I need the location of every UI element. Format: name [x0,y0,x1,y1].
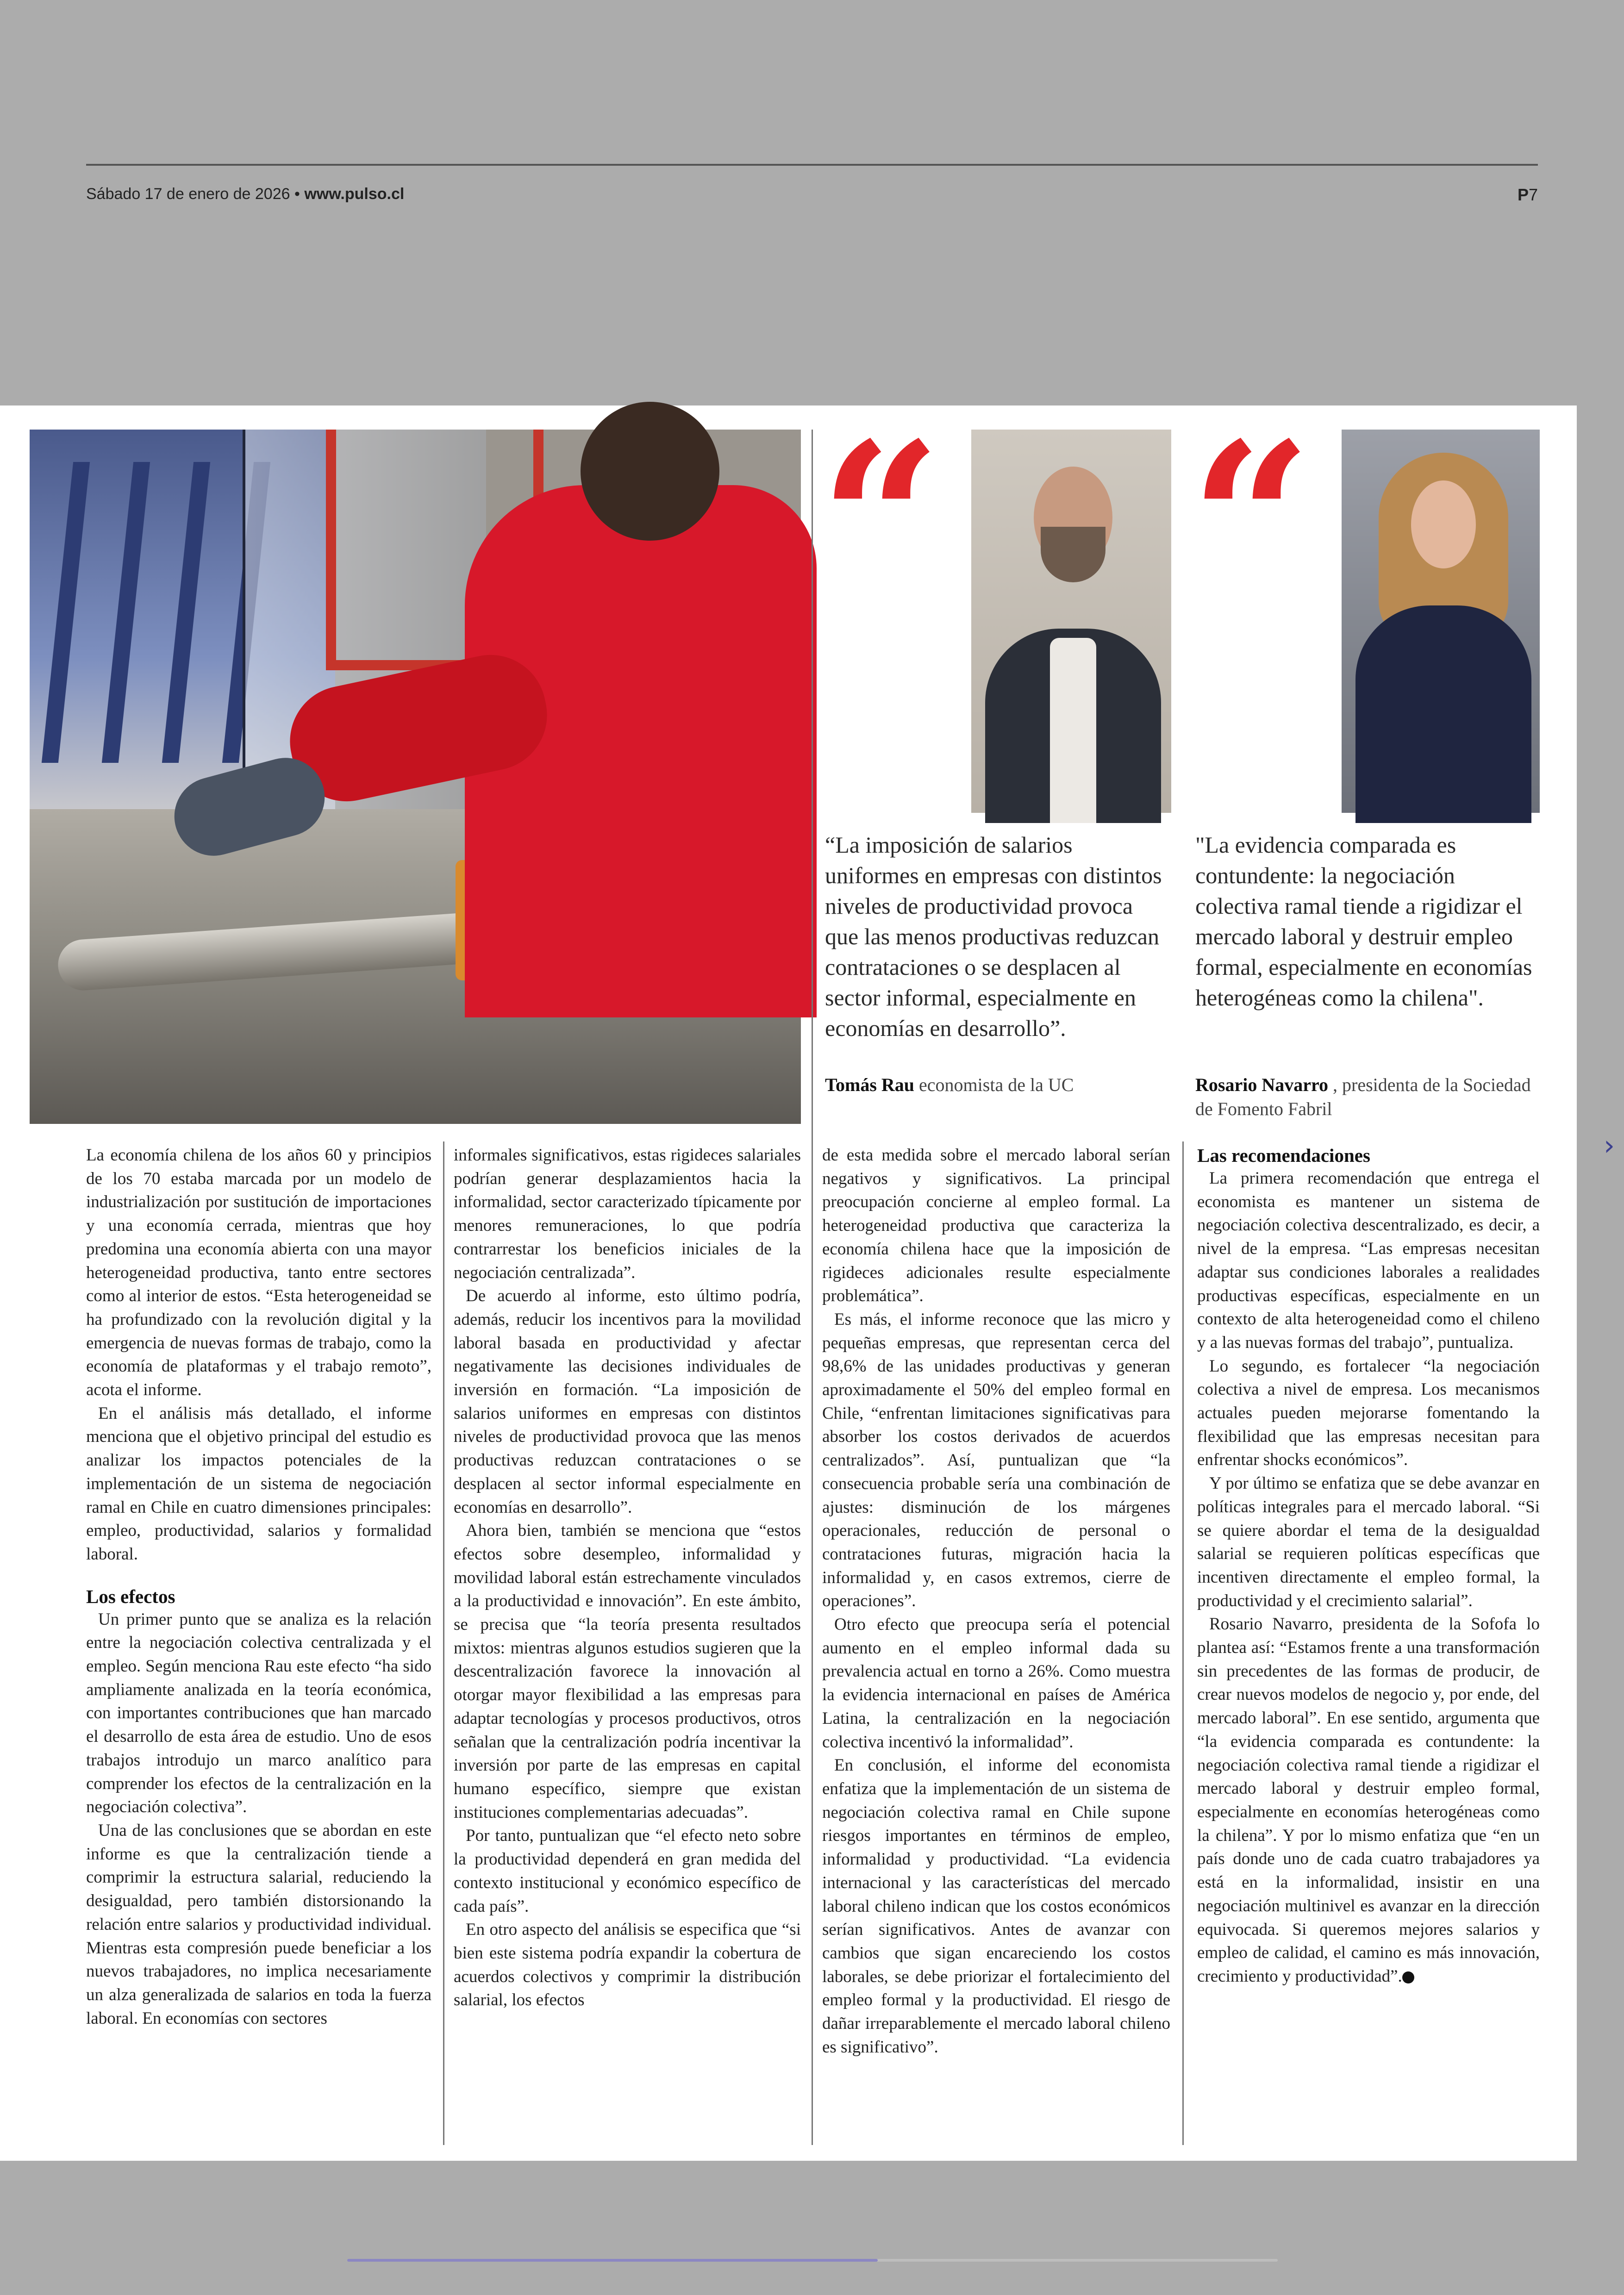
column-rule [443,1141,444,2145]
subheading: Las recomendaciones [1197,1145,1370,1166]
header-separator: • [290,185,305,203]
paragraph: En otro aspecto del análisis se especifica que “si bien este sistema podría expandir la cobertura de acuerdos colectivos y comprimir la distribución salarial, los efectos [454,1920,801,2010]
quote-attribution-1 [825,1073,1177,1097]
paragraph: En el análisis más detallado, el informe menciona que el objetivo principal del estudio es analizar los impactos potenciales de la implementación de un sistema de negociación ramal en Chile en cuatro dimensiones principales: empleo, productividad, salarios y formalidad laboral. [86,1403,431,1564]
column-rule [812,430,813,2145]
article-column-4 [1197,1144,1540,1989]
paragraph: Por tanto, puntualizan que “el efecto neto sobre la productividad dependerá en gran medida del contexto institucional y económico específico de cada país”. [454,1826,801,1916]
header-site: www.pulso.cl [304,185,405,203]
page-number-value: 7 [1528,185,1538,204]
article-column-1 [86,1144,431,2030]
pulso-end-icon: P [1402,1971,1414,1983]
article-column-3 [822,1144,1170,2059]
paragraph: Y por último se enfatiza que se debe avanzar en políticas integrales para el mercado laboral. “Si se quiere abordar el tema de la desigualdad salarial se requieren políticas específicas que incentiven directamente el empleo formal, la productividad y el crecimiento salarial”. [1197,1474,1540,1610]
attribution-name: Rosario Navarro [1195,1074,1328,1095]
paragraph: Otro efecto que preocupa sería el potencial aumento en el empleo informal dada su prevalencia actual en torno a 26%. Como muestra la evidencia internacional en países de América Latina, la centralización en la negociación colectiva incentivó la informalidad”. [822,1615,1170,1752]
photo-rack-bar [42,462,90,763]
paragraph: Un primer punto que se analiza es la relación entre la negociación colectiva centralizada y el empleo. Según menciona Rau este efecto “ha sido ampliamente analizada en la teoría económica, con importantes contribuciones que han marcado el desarrollo de esta área de estudio. Uno de esos trabajos introdujo un marco analítico para comprender los efectos de la centralización en la negociación colectiva”. [86,1609,431,1817]
photo-rack-bar [162,462,210,763]
photo-rack-bar [102,462,150,763]
quote-mark-icon: “ [1190,396,1312,646]
paragraph: de esta medida sobre el mercado laboral serían negativos y significativos. La principal preocupación concierne al empleo formal. La heterogeneidad productiva que caracteriza la economía chilena hace que la imposición de rigideces adicionales resulte especialmente problemática”. [822,1146,1170,1306]
article-column-2 [454,1144,801,2012]
attribution-role: , presidenta de la Sociedad de Fomento Fabril [1195,1074,1531,1119]
column-rule [1182,1141,1184,2145]
header-dateline [86,185,404,203]
paragraph: De acuerdo al informe, esto último podría, además, reducir los incentivos para la movilidad laboral basada en productividad y afectar negativamente las decisiones individuales de inversión en formación. “La imposición de salarios uniformes en empresas con distintos niveles de productividad provoca que las menos productivas reduzcan contrataciones o se desplacen al sector informal especialmente en economías en desarrollo”. [454,1286,801,1517]
paragraph: Lo segundo, es fortalecer “la negociación colectiva a nivel de empresa. Los mecanismos actuales pueden mejorarse fomentando la flexibilidad que las empresas necesitan para enfrentar shocks económicos”. [1197,1356,1540,1470]
portrait-body [1355,605,1531,823]
paragraph: Es más, el informe reconoce que las micro y pequeñas empresas, que representan cerca del 98,6% de las unidades productivas y generan aproximadamente el 50% del empleo formal en Chile, “enfrentan limitaciones significativas para absorber los costos derivados de acuerdos centralizados”. Así, puntualizan que “la consecuencia probable sería una combinación de ajustes: disminución de los márgenes operacionales, reducción de personal o contrataciones futuras, migración hacia la informalidad y, en casos extremos, cierre de operaciones”. [822,1310,1170,1611]
portrait-beard [1041,527,1106,582]
quote-mark-icon: “ [819,396,942,646]
chevron-right-icon[interactable]: › [1604,1129,1615,1162]
quote-attribution-2 [1195,1073,1540,1121]
paragraph-text: Rosario Navarro, presidenta de la Sofofa lo plantea así: “Estamos frente a una transformación sin precedentes de las formas de producir, de crear nuevos modelos de negocio y, por ende, del mercado laboral”. En ese sentido, argumenta que “la evidencia comparada es contundente: la negociación colectiva ramal tiende a rigidizar el mercado laboral y destruir empleo formal, especialmente en economías heterogéneas como la chilena”. Y por lo mismo enfatiza que “en un país donde uno de cada cuatro trabajadores ya está en la informalidad, insistir en una negociación multinivel es avanzar en la dirección equivocada. Si queremos mejores salarios y empleo de calidad, el camino es más innovación, crecimiento y productividad”. [1197,1615,1540,1986]
page-number [1518,185,1538,205]
header-rule [86,164,1538,166]
portrait-rosario-navarro [1342,430,1540,813]
article-photo-worker [30,430,801,1124]
paragraph: La primera recomendación que entrega el economista es mantener un sistema de negociación colectiva descentralizado, es decir, a nivel de la empresa. “Las empresas necesitan adaptar sus condiciones laborales a realidades productivas específicas, especialmente en un contexto de alta heterogeneidad como el chileno y a las nuevas formas del trabajo”, puntualiza. [1197,1169,1540,1352]
scrollbar-thumb[interactable] [347,2259,878,2262]
subheading: Los efectos [86,1585,175,1607]
page-prefix: P [1517,185,1529,204]
photo-worker-head [581,402,719,541]
paragraph: Una de las conclusiones que se abordan en este informe es que la centralización tiende a comprimir la estructura salarial, reduciendo la desigualdad, pero también distorsionando la relación entre salarios y productividad individual. Mientras esta compresión puede beneficiar a los nuevos trabajadores, no implica necesariamente un alza generalizada de salarios en toda la fuerza laboral. En economías con sectores [86,1821,431,2028]
pull-quote-1: “La imposición de salarios uniformes en empresas con distintos niveles de productividad provoca que las menos productivas reduzcan contrataciones o se desplacen al sector informal, especialmente en economías en desarrollo”. [825,832,1162,1041]
portrait-face [1411,480,1476,568]
attribution-name: Tomás Rau [825,1074,915,1095]
paragraph: informales significativos, estas rigideces salariales podrían generar desplazamientos hacia la informalidad, sector caracterizado típicamente por menores remuneraciones, lo que podría contrarrestar los beneficios iniciales de la negociación centralizada”. [454,1146,801,1282]
horizontal-scrollbar[interactable] [347,2259,1278,2262]
paragraph [1197,1613,1540,1988]
attribution-role: economista de la UC [914,1074,1074,1095]
paragraph: Ahora bien, también se menciona que “estos efectos sobre desempleo, informalidad y movilidad laboral están estrechamente vinculados a la productividad e innovación”. En este ámbito, se precisa que “la teoría presenta resultados mixtos: mientras algunos estudios sugieren que la descentralización favorece la innovación al otorgar mayor flexibilidad a las empresas para adaptar tecnologías y procesos productivos, otros señalan que la centralización podría incentivar la inversión por parte de las empresas en capital humano específico, siempre que existan instituciones complementarias adecuadas”. [454,1521,801,1822]
header-date: Sábado 17 de enero de 2026 [86,185,290,203]
paragraph: En conclusión, el informe del economista enfatiza que la implementación de un sistema de negociación colectiva ramal en Chile supone riesgos importantes en términos de empleo, informalidad y productividad. “La evidencia internacional y las características del mercado laboral chileno indican que los costos económicos serían significativos. Antes de avanzar con cambios que sigan encareciendo los costos laborales, se debe priorizar el fortalecimiento del empleo formal y la productividad. El riesgo de dañar irreparablemente el mercado laboral chileno es significativo”. [822,1756,1170,2057]
newspaper-page [0,396,1577,2161]
pull-quote-2: "La evidencia comparada es contundente: la negociación colectiva ramal tiende a rigidizar el mercado laboral y destruir empleo formal, especialmente en economías heterogéneas como la chilena". [1195,832,1532,1010]
portrait-shirt [1050,638,1096,823]
paragraph: La economía chilena de los años 60 y principios de los 70 estaba marcada por un modelo de industrialización por sustitución de importaciones y una economía cerrada, mientras que hoy predomina una economía abierta con una mayor heterogeneidad productiva, tanto entre sectores como al interior de estos. “Esta heterogeneidad se ha profundizado con la revolución digital y la emergencia de nuevas formas de trabajo, como la economía de plataformas y el trabajo remoto”, acota el informe. [86,1146,431,1400]
portrait-tomas-rau [971,430,1171,813]
